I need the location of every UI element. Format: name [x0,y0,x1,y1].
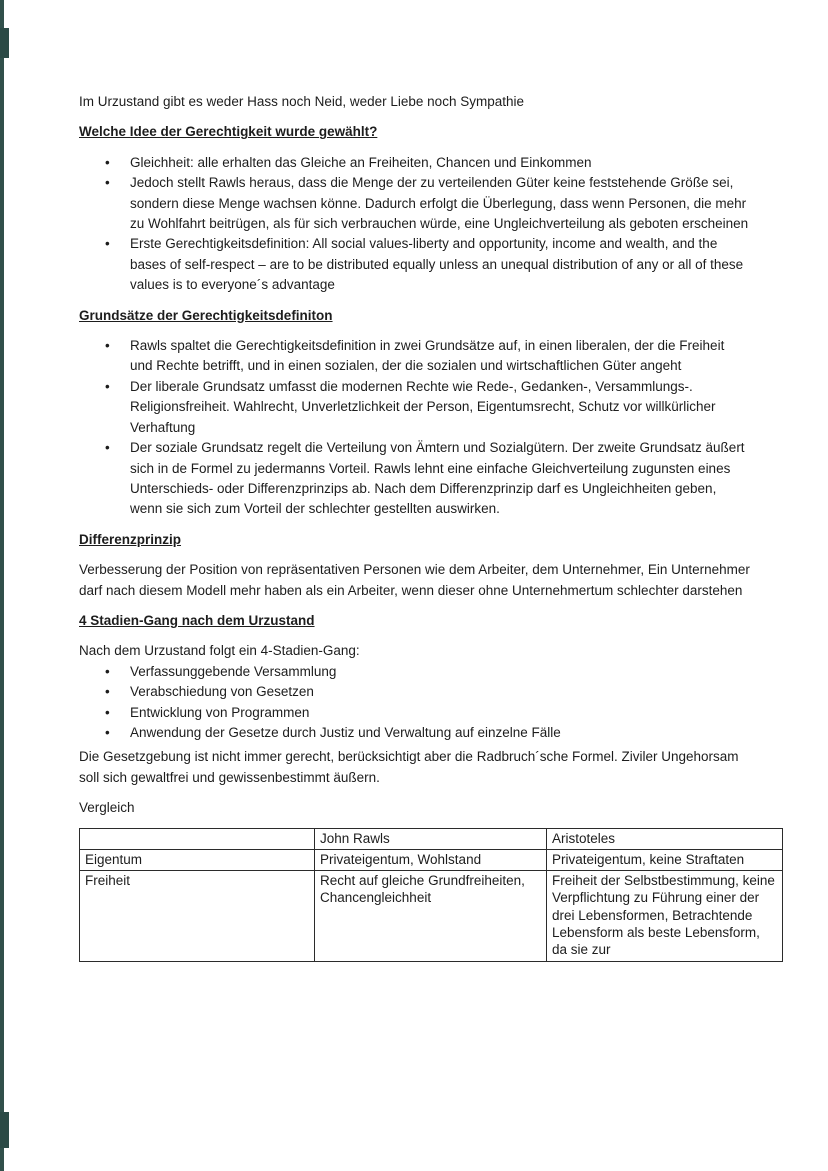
bullet-list-grundsaetze [79,336,750,520]
list-item: • Verabschiedung von Gesetzen [130,682,750,702]
comparison-table [79,828,783,962]
list-item: • Gleichheit: alle erhalten das Gleiche an Freiheiten, Chancen und Einkommen [130,153,750,173]
stadien-intro-paragraph: Nach dem Urzustand folgt ein 4-Stadien-Gang: [79,643,360,659]
intro-paragraph: Im Urzustand gibt es weder Hass noch Neid, weder Liebe noch Sympathie [79,94,524,109]
differenzprinzip-paragraph: Verbesserung der Position von repräsentativen Personen wie dem Arbeiter, dem Unternehmer, Ein Unternehmer darf nach diesem Modell mehr haben als ein Arbeiter, wenn dieser ohne Unternehmertum schlechter darstehen [79,562,750,598]
document-content [79,92,775,962]
list-item: • Rawls spaltet die Gerechtigkeitsdefinition in zwei Grundsätze auf, in einen liberalen, der die Freiheit und Rechte betrifft, und in einen sozialen, der die sozialen und wirtschaftlichen Güter angeht [130,336,750,377]
table-cell: Eigentum [80,849,315,870]
list-item: • Jedoch stellt Rawls heraus, dass die Menge der zu verteilenden Güter keine feststehende Größe sei, sondern diese Menge wachsen könne. Dadurch erfolgt die Überlegung, dass wenn Personen, die mehr zu Wohlfahrt beitrügen, als für sich verbrauchen würde, eine Ungleichverteilung als geboten erscheinen [130,173,750,234]
list-item: • Der liberale Grundsatz umfasst die modernen Rechte wie Rede-, Gedanken-, Versammlungs-. Religionsfreiheit. Wahlrecht, Unverletzlichkeit der Person, Eigentumsrecht, Schutz vor willkürlicher Verhaftung [130,377,750,438]
heading-differenzprinzip: Differenzprinzip [79,531,182,547]
list-item: • Verfassunggebende Versammlung [130,662,750,682]
list-item: • Anwendung der Gesetze durch Justiz und Verwaltung auf einzelne Fälle [130,723,750,743]
table-header-row [80,828,783,849]
list-item: • Entwicklung von Programmen [130,703,750,723]
table-cell: Freiheit [80,871,315,961]
bullet-list-welche-idee [79,153,750,296]
table-header-cell: Aristoteles [547,828,783,849]
heading-grundsaetze: Grundsätze der Gerechtigkeitsdefiniton [79,307,333,323]
table-header-cell [80,828,315,849]
table-caption: Vergleich [79,800,135,816]
page-edge-notch-bottom [0,1112,9,1148]
scanned-page-edge [0,0,4,1171]
heading-welche-idee: Welche Idee der Gerechtigkeit wurde gewählt? [79,124,378,140]
bullet-list-stadien [79,662,750,744]
table-row [80,871,783,961]
page-edge-notch-top [0,28,9,58]
table-cell: Freiheit der Selbstbestimmung, keine Verpflichtung zu Führung einer der drei Lebensformen, Betrachtende Lebensform als beste Lebensform, da sie zur [547,871,783,961]
list-item: • Erste Gerechtigkeitsdefinition: All social values-liberty and opportunity, income and wealth, and the bases of self-respect – are to be distributed equally unless an unequal distribution of any or all of these values is to everyone´s advantage [130,234,750,295]
list-item: • Der soziale Grundsatz regelt die Verteilung von Ämtern und Sozialgütern. Der zweite Grundsatz äußert sich in de Formel zu jedermanns Vorteil. Rawls lehnt eine einfache Gleichverteilung zugunsten eines Unterschieds- oder Differenzprinzips ab. Nach dem Differenzprinzip darf es Ungleichheiten geben, wenn sie sich zum Vorteil der schlechter gestellten auswirken. [130,438,750,520]
closing-paragraph: Die Gesetzgebung ist nicht immer gerecht, berücksichtigt aber die Radbruch´sche Formel. Ziviler Ungehorsam soll sich gewaltfrei und gewissenbestimmt äußern. [79,749,739,785]
heading-stadien-gang: 4 Stadien-Gang nach dem Urzustand [79,612,315,628]
table-header-cell: John Rawls [315,828,547,849]
table-cell: Privateigentum, keine Straftaten [547,849,783,870]
table-cell: Privateigentum, Wohlstand [315,849,547,870]
table-row [80,849,783,870]
table-cell: Recht auf gleiche Grundfreiheiten, Chancengleichheit [315,871,547,961]
